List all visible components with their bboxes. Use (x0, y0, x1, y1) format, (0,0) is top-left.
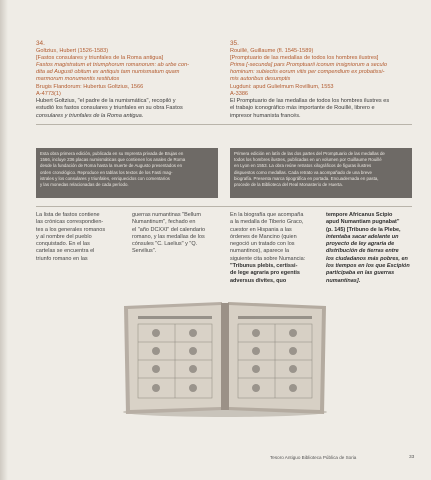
caption-2 (132, 212, 218, 256)
band-line: dispuestos como medallas. Cada retrato va acompañado de una breve (234, 169, 372, 175)
caption-line: tempore Africanus Scipio (326, 212, 393, 218)
band-line: en Lyon en 1553. La obra reúne retratos xilográficos de figuras ilustres (234, 163, 372, 169)
caption-4 (326, 212, 416, 285)
entry-number: 34. (36, 40, 45, 47)
caption-line: órdenes de Mancino (quien (230, 233, 297, 240)
entry-shelfmark: A-3386 (230, 90, 249, 97)
open-book-photo (120, 300, 330, 418)
caption-line: cartelas se encuentra el (36, 248, 95, 255)
intro-34 (36, 98, 218, 120)
entry-latin-title: dita ad Augusti obitum ex antiquis tam numismatum quam (36, 69, 180, 76)
caption-line: numantinas]. (326, 277, 361, 284)
intro-line: el trabajo iconográfico más importante de Rouillé, librero e (230, 105, 375, 112)
caption-line: participaba en las guerras (326, 270, 395, 277)
divider (36, 124, 412, 125)
divider (36, 206, 412, 207)
caption-line: tes a los generales romanos (36, 226, 106, 233)
caption-line: adversus divites, quo (230, 277, 287, 284)
entry-35 (230, 40, 412, 98)
intro-line: Hubert Goltzius, "el padre de la numismática", recopiló y (36, 98, 176, 104)
caption-line: los ciudadanos más pobres, en (326, 255, 408, 262)
caption-line: los tiempos en los que Escipión (326, 263, 410, 270)
page-gutter-shadow (0, 0, 8, 480)
intro-line: estudió los fastos consulares y triunfales en su obra Fastos (36, 105, 183, 112)
band-line: Primera edición en latín de las dos partes del Promptuario de las medallas de (234, 151, 385, 156)
caption-line: proyecto de ley agraria de (326, 241, 395, 248)
description-band-35 (230, 148, 412, 198)
entry-latin-title: marmorum monumentis restitutos (36, 76, 120, 83)
caption-line: negoció un tratado con los (230, 241, 295, 248)
caption-line: romano, y las medallas de los (132, 233, 205, 240)
caption-line: guerras numantinas "Bellum (132, 212, 201, 218)
band-line: Esta obra primera edición, publicada en su Imprenta privada de Brujas en (40, 151, 184, 156)
intro-line: consulares y triunfales de la Roma antigua. (36, 112, 144, 119)
intro-line: El Promptuario de las medallas de todos los hombres ilustres es (230, 98, 390, 104)
caption-line: las crónicas correspondien- (36, 219, 104, 226)
caption-line: el "año DCXXI" del calendario (132, 226, 206, 233)
entry-spanish-title: [Promptuario de las medallas de todos los hombres ilustres] (230, 54, 379, 61)
entry-latin-title: Fastos magistratum et triumphorum romanorum: ab urbe con- (36, 62, 189, 68)
caption-line: La lista de fastos contiene (36, 212, 100, 218)
caption-line: Numantinum", fechado en (132, 219, 196, 226)
entry-latin-title: hominum: subiectis eorum vitis per compendium ex probatissi- (230, 69, 385, 76)
entry-number: 35. (230, 40, 239, 47)
caption-line: y al nombre del pueblo (36, 233, 92, 240)
caption-line: En la biografía que acompaña (230, 212, 304, 218)
band-line: orden cronológico. Reproduce en tablas los textos de los Fasti mag- (40, 169, 173, 175)
caption-1 (36, 212, 122, 263)
band-line: istrales y los consulares y triunfales, enriquecidos con comentarios (40, 175, 170, 181)
band-line: y las monedas relacionadas de cada período. (40, 182, 129, 188)
entry-shelfmark: A-4773(1) (36, 90, 61, 97)
band-line: desde la fundación de Roma hasta la muerte de Augusto presentados en (40, 163, 183, 169)
caption-line: cónsules "C. Laelius" y "Q. (132, 241, 198, 248)
description-band-34 (36, 148, 218, 198)
page-number: 33 (409, 455, 415, 460)
entry-latin-title: mis autoribus desumptis (230, 76, 291, 83)
intro-35 (230, 98, 412, 120)
caption-line: cuestor en Hispania a las (230, 226, 292, 233)
footer-title: Tesoro Antiguo Biblioteca Pública de Soria (270, 455, 357, 460)
band-line: biografía. Presenta marca tipográfica en portada. Encuadernada en pasta, (234, 175, 379, 181)
entry-imprint: Lugduni: apud Gulielmum Rovillium, 1553 (230, 83, 334, 90)
caption-line: "Tribunus plebis, certissi- (230, 263, 298, 270)
entry-spanish-title: [Fastos consulares y triunfales de la Roma antigua] (36, 54, 164, 61)
caption-line: conquistado. En el las (36, 241, 90, 248)
band-line: 1566, incluye 236 placas numismáticas que contienen los anales de Roma (40, 157, 186, 163)
entry-34 (36, 40, 218, 98)
caption-line: de lege agraria pro egentis (230, 270, 300, 277)
caption-3 (230, 212, 318, 285)
caption-line: siguiente cita sobre Numancia: (230, 255, 306, 262)
caption-line: a la medalla de Tiberio Graco, (230, 219, 304, 226)
entry-imprint: Brugis Flandorum: Hubertus Goltzius, 1566 (36, 83, 144, 90)
entry-author: Goltzius, Hubert (1526-1583) (36, 47, 109, 54)
entry-latin-title: Prima [-secunda] pars Promptuarii iconum insigniorum a seculo (230, 62, 388, 68)
caption-line: (p. 145) [Tribuno de la Plebe, (326, 226, 401, 233)
intro-line: impresor humanista francés. (230, 112, 301, 119)
caption-line: apud Numantiam pugnabat" (326, 219, 400, 226)
caption-line: distribución de tierras entre (326, 248, 399, 255)
band-line: procede de la Biblioteca del Real Monasterio de Huerta. (234, 182, 343, 188)
caption-line: triunfo romano en las (36, 255, 88, 262)
band-line: todos los hombres ilustres, publicadas en un volumen por Guillaume Rouillé (234, 157, 382, 163)
caption-line: intentaba sacar adelante un (326, 233, 399, 240)
caption-line: numantinos), aparece la (230, 248, 290, 255)
caption-line: Servilius". (132, 248, 157, 255)
entry-author: Rouillé, Guillaume (fl. 1545-1589) (230, 47, 314, 54)
